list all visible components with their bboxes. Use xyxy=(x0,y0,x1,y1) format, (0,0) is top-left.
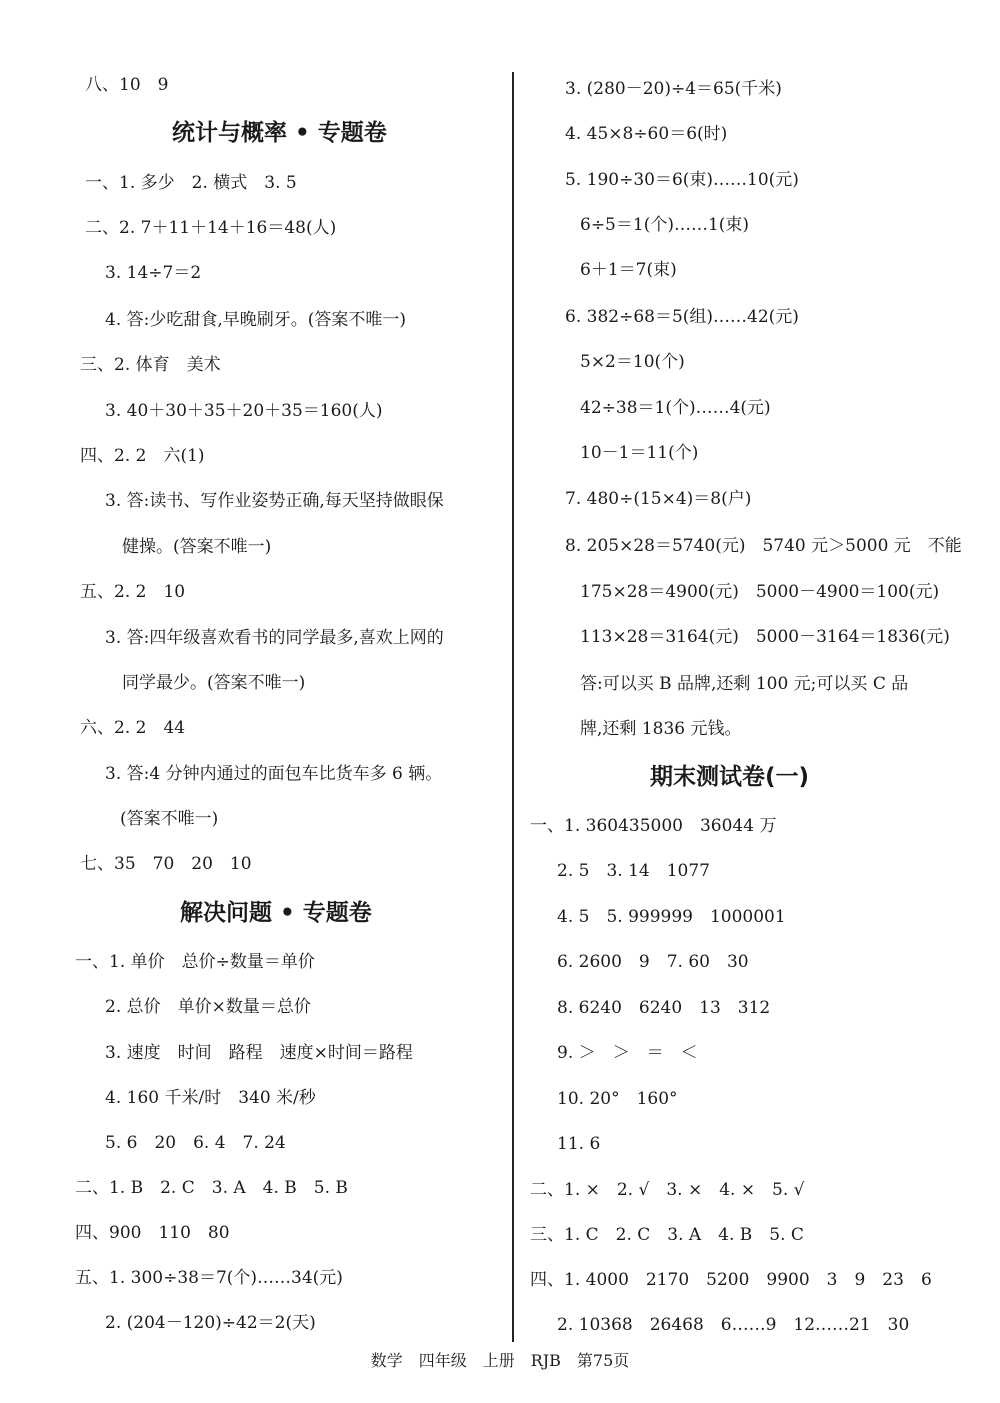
answer-line: 2. 10368 26468 6……9 12……21 30 xyxy=(557,1315,910,1335)
answer-line: 10. 20° 160° xyxy=(557,1089,678,1109)
answer-line: 4. 160 千米/时 340 米/秒 xyxy=(105,1088,316,1108)
answer-line: 175×28＝4900(元) 5000－4900＝100(元) xyxy=(580,582,940,602)
answer-line: 113×28＝3164(元) 5000－3164＝1836(元) xyxy=(580,627,950,647)
answer-line: 健操。(答案不唯一) xyxy=(122,537,272,557)
answer-line: 5×2＝10(个) xyxy=(580,352,685,372)
answer-line: 8. 6240 6240 13 312 xyxy=(557,998,771,1018)
answer-line: 三、1. C 2. C 3. A 4. B 5. C xyxy=(530,1225,804,1245)
answer-line: 二、1. B 2. C 3. A 4. B 5. B xyxy=(75,1178,348,1198)
answer-line: 四、1. 4000 2170 5200 9900 3 9 23 6 xyxy=(530,1270,932,1290)
page-footer: 数学 四年级 上册 RJB 第75页 xyxy=(370,1351,630,1370)
answer-line: 3. (280－20)÷4＝65(千米) xyxy=(565,79,782,99)
answer-line: 7. 480÷(15×4)＝8(户) xyxy=(565,489,752,509)
answer-line: 3. 40＋30＋35＋20＋35＝160(人) xyxy=(105,401,383,421)
answer-line: 一、1. 多少 2. 横式 3. 5 xyxy=(85,173,297,193)
section-heading: 统计与概率 • 专题卷 xyxy=(172,120,387,146)
answer-line: 3. 答:4 分钟内通过的面包车比货车多 6 辆。 xyxy=(105,764,443,784)
answer-line: 五、1. 300÷38＝7(个)……34(元) xyxy=(75,1268,343,1288)
answer-line: 三、2. 体育 美术 xyxy=(80,355,221,375)
answer-line: 6. 382÷68＝5(组)……42(元) xyxy=(565,307,799,327)
section-heading: 解决问题 • 专题卷 xyxy=(180,900,372,926)
answer-line: 6＋1＝7(束) xyxy=(580,260,677,280)
answer-line: 四、2. 2 六(1) xyxy=(80,446,205,466)
answer-line: 二、2. 7＋11＋14＋16＝48(人) xyxy=(85,218,337,238)
answer-line: (答案不唯一) xyxy=(120,809,219,829)
section-heading: 期末测试卷(一) xyxy=(650,764,810,790)
answer-line: 2. 5 3. 14 1077 xyxy=(557,861,710,881)
answer-line: 二、1. × 2. √ 3. × 4. × 5. √ xyxy=(530,1180,805,1200)
answer-line: 4. 5 5. 999999 1000001 xyxy=(557,907,786,927)
answer-line: 5. 6 20 6. 4 7. 24 xyxy=(105,1133,286,1153)
answer-line: 五、2. 2 10 xyxy=(80,582,186,602)
answer-line: 10－1＝11(个) xyxy=(580,443,699,463)
answer-line: 牌,还剩 1836 元钱。 xyxy=(580,719,742,739)
answer-line: 4. 答:少吃甜食,早晚刷牙。(答案不唯一) xyxy=(105,310,407,330)
answer-line: 八、10 9 xyxy=(85,75,169,95)
answer-line: 9. ＞ ＞ ＝ ＜ xyxy=(557,1043,698,1063)
answer-line: 同学最少。(答案不唯一) xyxy=(122,673,306,693)
answer-line: 11. 6 xyxy=(557,1134,601,1154)
answer-line: 3. 14÷7＝2 xyxy=(105,263,202,283)
answer-line: 6÷5＝1(个)……1(束) xyxy=(580,215,750,235)
answer-line: 七、35 70 20 10 xyxy=(80,854,252,874)
answer-line: 6. 2600 9 7. 60 30 xyxy=(557,952,749,972)
answer-line: 2. 总价 单价×数量＝总价 xyxy=(105,997,311,1017)
column-divider xyxy=(512,72,514,1342)
answer-line: 四、900 110 80 xyxy=(75,1223,230,1243)
answer-line: 答:可以买 B 品牌,还剩 100 元;可以买 C 品 xyxy=(580,674,909,694)
answer-line: 3. 答:读书、写作业姿势正确,每天坚持做眼保 xyxy=(105,491,444,511)
answer-line: 8. 205×28＝5740(元) 5740 元＞5000 元 不能 xyxy=(565,536,962,556)
answer-line: 4. 45×8÷60＝6(时) xyxy=(565,124,728,144)
answer-line: 2. (204－120)÷42＝2(天) xyxy=(105,1313,316,1333)
answer-line: 六、2. 2 44 xyxy=(80,718,186,738)
answer-line: 3. 答:四年级喜欢看书的同学最多,喜欢上网的 xyxy=(105,628,444,648)
answer-line: 一、1. 360435000 36044 万 xyxy=(530,816,777,836)
answer-line: 5. 190÷30＝6(束)……10(元) xyxy=(565,170,799,190)
answer-line: 一、1. 单价 总价÷数量＝单价 xyxy=(75,952,315,972)
answer-line: 3. 速度 时间 路程 速度×时间＝路程 xyxy=(105,1043,413,1063)
answer-line: 42÷38＝1(个)……4(元) xyxy=(580,398,771,418)
